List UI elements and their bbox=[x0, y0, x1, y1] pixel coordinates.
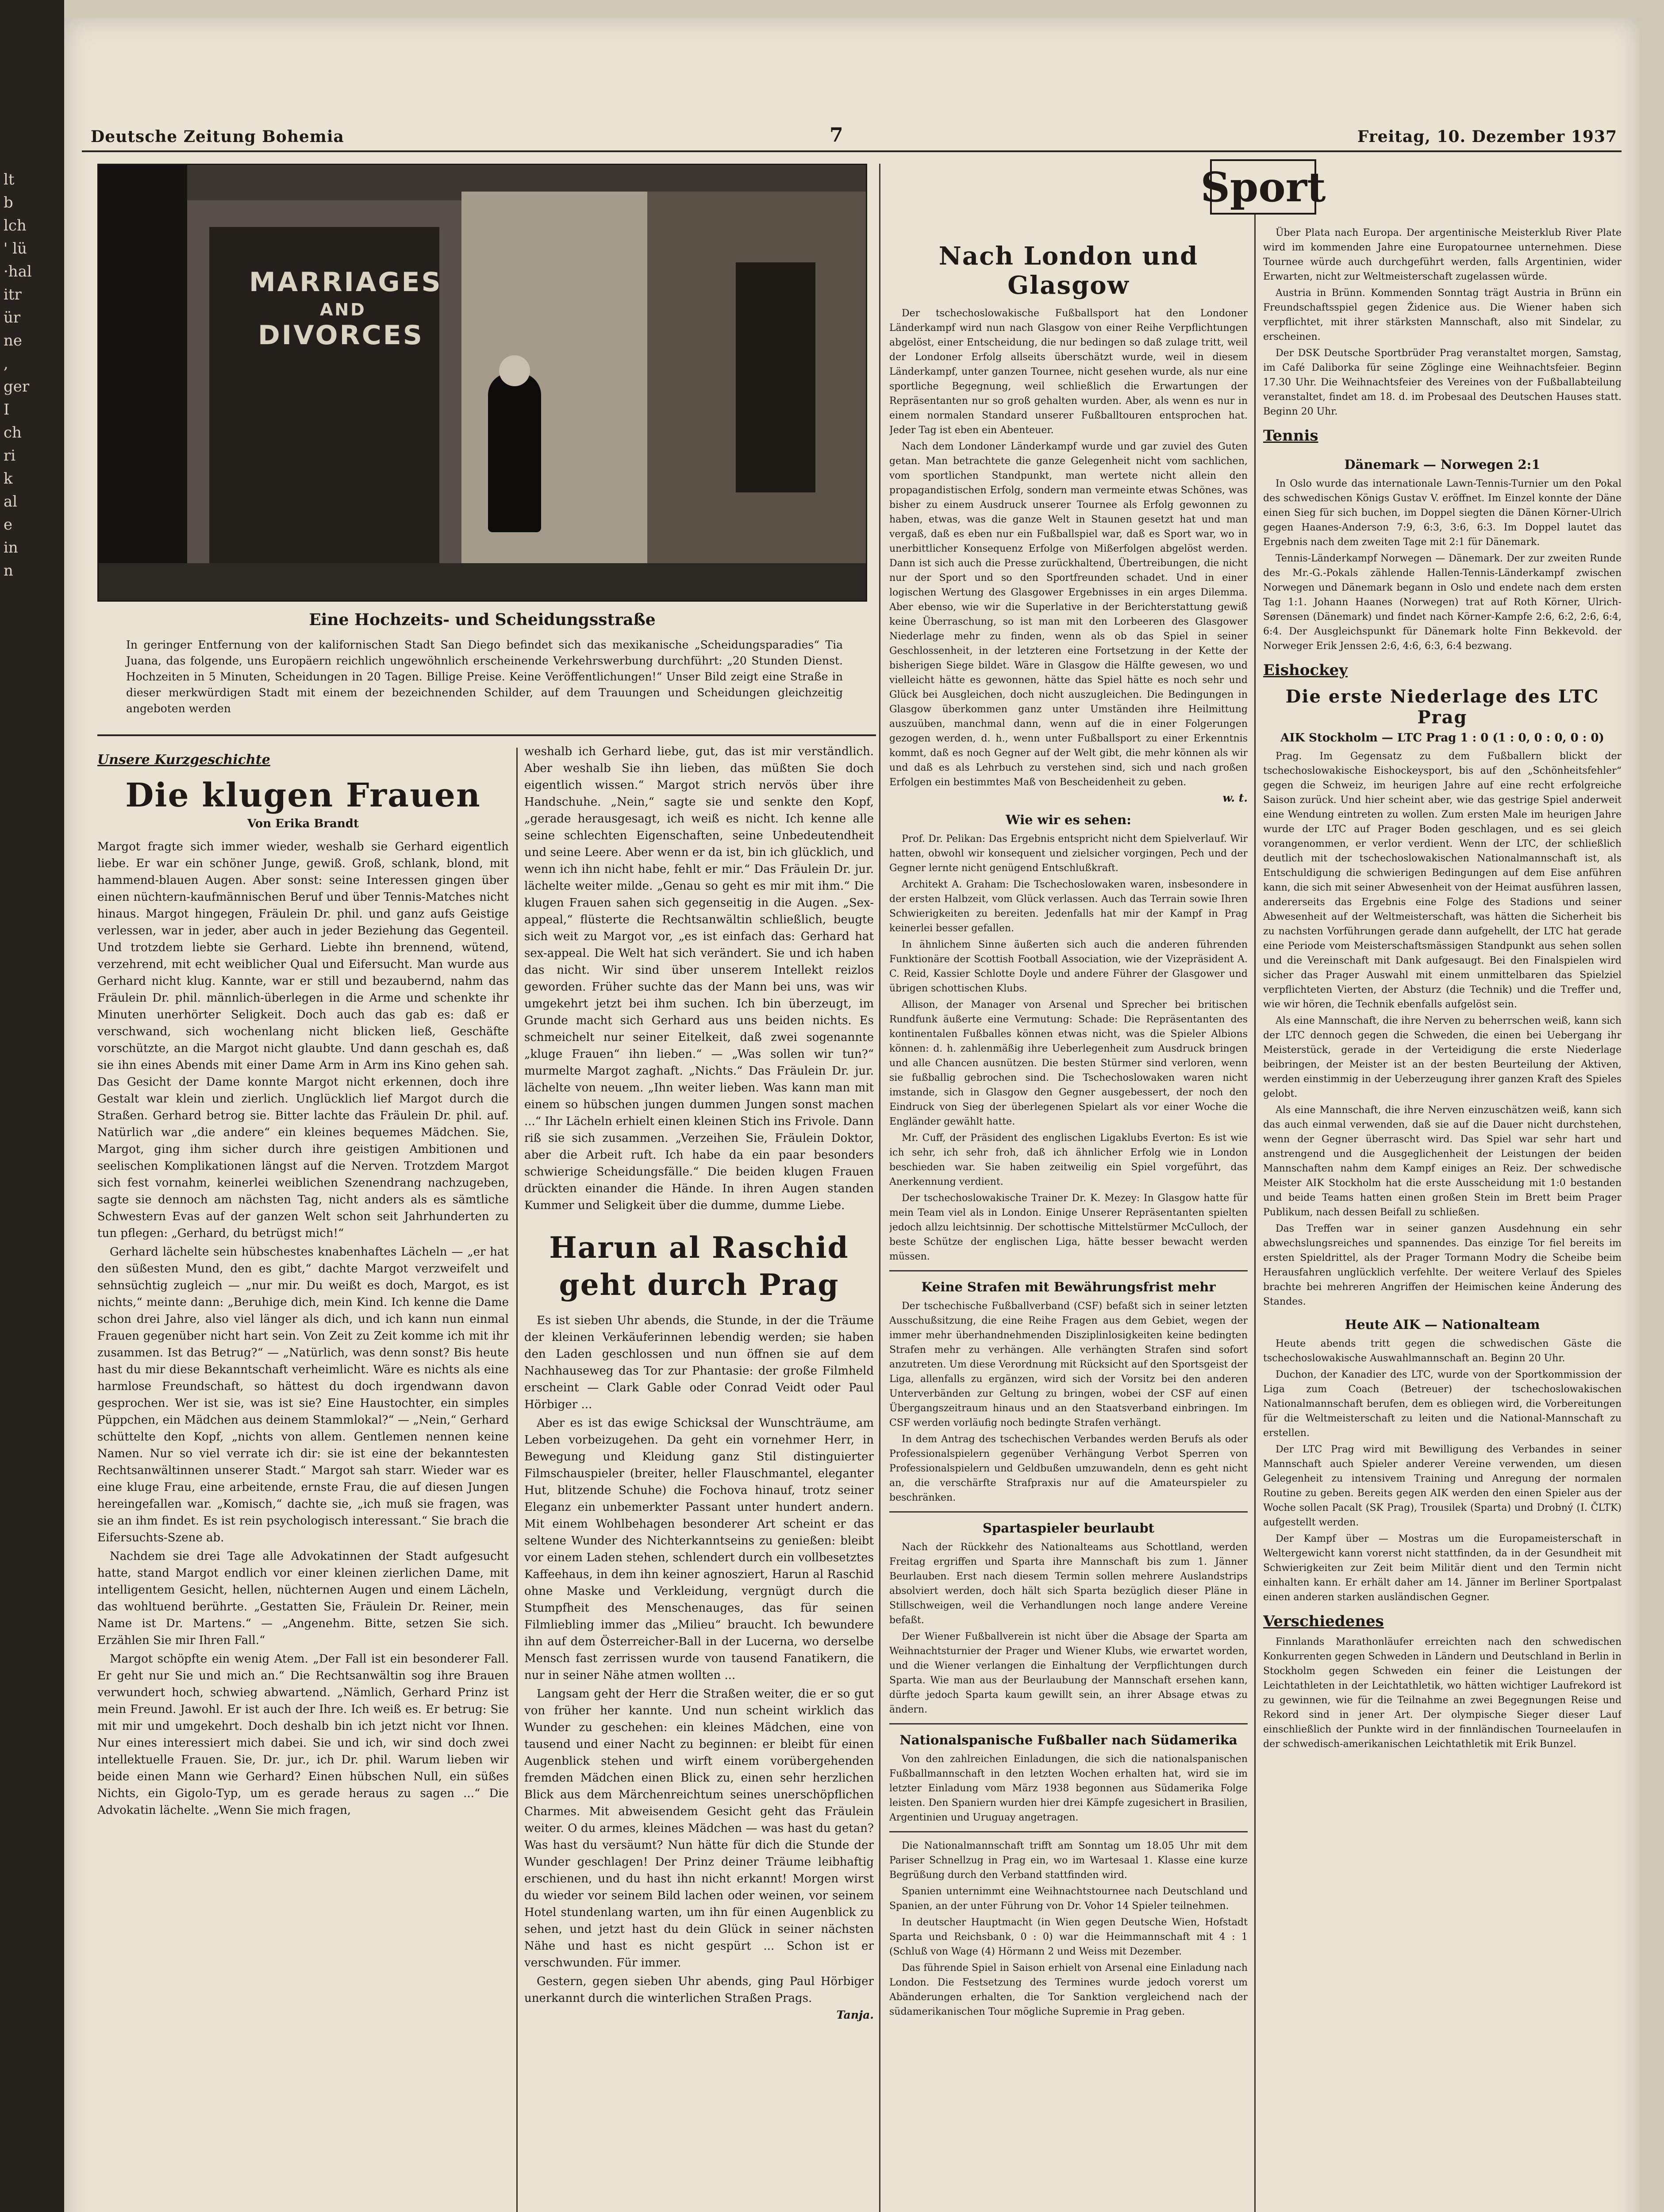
tennis-section-head: Tennis bbox=[1263, 427, 1318, 445]
sport-section-masthead bbox=[1200, 159, 1326, 215]
aik-paragraph: Der Kampf über — Mostras um die Europameisterschaft in Weltergewicht kann vorerst nicht stattfinden, da in der Gesundheit mit Schwierigkeiten zur Zeit beim Militär dient und den Termin nicht einhalten kann. Er erhält daher am 14. Jänner im Berliner Sportpalast einen anderen starken ausländischen Gegner. bbox=[1263, 1533, 1622, 1603]
divider bbox=[889, 1511, 1248, 1513]
newspaper-name: Deutsche Zeitung Bohemia bbox=[91, 127, 344, 146]
misc-section-head: Verschiedenes bbox=[1263, 1613, 1384, 1630]
story-rubric: Unsere Kurzgeschichte bbox=[97, 752, 270, 768]
tennis-subhead: Dänemark — Norwegen 2:1 bbox=[1344, 457, 1541, 472]
header-rule bbox=[82, 150, 1622, 152]
opinion-paragraph: Prof. Dr. Pelikan: Das Ergebnis entspricht nicht dem Spielverlauf. Wir hatten, obwohl wir konsequent und zielsicher vorgingen, Pech und der Gegner lernte nicht genügend Entschlußkraft. bbox=[889, 833, 1248, 874]
sport-masthead-label: Sport bbox=[1200, 163, 1326, 211]
national-paragraph: Von den zahlreichen Einladungen, die sich die nationalspanischen Fußballmannschaft in den letzten Wochen erhalten hat, wird sie im letzter Einladung vom März 1938 begonnen aus Südamerika Folge leisten. Den Spaniern wurden hier drei Kämpfe zugesichert in Brasilien, Argentinien und Uruguay angetragen. bbox=[889, 1754, 1248, 1823]
opinions-subhead: Wie wir es sehen: bbox=[1006, 812, 1131, 827]
street-ground bbox=[99, 563, 867, 602]
story-paragraph: weshalb ich Gerhard liebe, gut, das ist mir verständlich. Aber weshalb Sie ihn lieben, das müßten Sie doch eigentlich wissen.“ Margot strich nervös über ihre Handschuhe. „Nein,“ sagte sie und senkte den Kopf, „gerade herausgesagt, ich weiß es nicht. Ich kenne alle seine schlechten Eigenschaften, seine Unbedeutendheit und seine Leere. Aber wenn er da ist, bin ich glücklich, und wenn ich ihn nicht habe, fehlt er mir.“ Das Fräulein Dr. jur. lächelte weiter milde. „Genau so geht es mir mit ihm.“ Die klugen Frauen sahen sich gegenseitig in die Augen. „Sex-appeal,“ flüsterte die Rechtsanwältin schließlich, beugte sich weit zu Margot vor, „es ist einfach das: Gerhard hat sex-appeal. Die Welt hat sich verändert. Sie und ich haben das nicht. Wir sind über unserem Intellekt reizlos geworden. Früher suchte das der Mann bei uns, was wir umgekehrt jetzt bei ihm suchen. Ich bin überzeugt, im Grunde macht sich Gerhard aus uns beiden nichts. Es schmeichelt nur seiner Eitelkeit, daß zwei sogenannte „kluge Frauen“ ihn lieben.“ — „Was sollen wir tun?“ murmelte Margot zaghaft. „Nichts.“ Das Fräulein Dr. jur. lächelte von neuem. „Ihn weiter lieben. Was kann man mit einem so hübschen jungen dummen Jungen sonst machen ...“ Ihr Lächeln erhielt einen kleinen Stich ins Frivole. Dann riß sie sich zusammen. „Verzeihen Sie, Fräulein Doktor, aber die Arbeit ruft. Ich habe da ein paar besonders schwierige Scheidungsfälle.“ Die beiden klugen Frauen drückten einander die Hände. In ihren Augen standen Kummer und Seligkeit über die dumme, dumme Liebe. bbox=[524, 745, 874, 1212]
tennis-paragraph: In Oslo wurde das internationale Lawn-Tennis-Turnier um den Pokal des schwedischen Königs Gustav V. eröffnet. Im Einzel konnte der Däne einen Sieg für sich buchen, im Doppel siegten die Dänen Körner-Ulrich gegen Haanes-Anderson 7:9, 6:3, 3:6, 6:3. Im Doppel lautet das Ergebnis nach dem zweiten Tage mit 2:1 für Dänemark. bbox=[1263, 478, 1622, 548]
binding-gutter bbox=[0, 0, 64, 2212]
divider bbox=[889, 1270, 1248, 1271]
sport-news-paragraph: Der DSK Deutsche Sportbrüder Prag veranstaltet morgen, Samstag, im Café Daliborka für seine Zöglinge eine Weihnachtsfeier. Beginn 17.30 Uhr. Die Weihnachtsfeier des Vereines von der Fußballabteilung veranstaltet, findet am 18. d. im Probesaal des Deutschen Hauses statt. Beginn 20 Uhr. bbox=[1263, 348, 1622, 417]
gutter-text-fragments: lt b lch ' lü ·hal itr ür ne , ger I ch ri k al e in n bbox=[4, 171, 32, 580]
hockey-score: AIK Stockholm — LTC Prag 1 : 0 (1 : 0, 0 : 0, 0 : 0) bbox=[1280, 731, 1604, 745]
misc-paragraph: Finnlands Marathonläufer erreichten nach den schwedischen Konkurrenten gegen Schweden in Ländern und Deutschland in Berlin in Stockholm gegen Schweden ein feiner die Leistungen der Leichtathleten in der Leichtathletik, wo hätten wichtiger Laufrekord ist zu gewinnen, wie für die Teilnahme an zwei Begegnungen Reise und Rekord sind in jener Art. Der olympische Sieger dieser Lauf einschließlich der Punkte wird in der finnländischen Tourneelaufen in der schwedisch-amerikanischen Leichtathletik mit Erik Bunzel. bbox=[1263, 1636, 1622, 1750]
column-rule-1 bbox=[516, 748, 518, 2212]
column-rule-2 bbox=[879, 164, 880, 2212]
sign-marriages: MARRIAGES bbox=[249, 267, 442, 298]
opinion-paragraph: In ähnlichem Sinne äußerten sich auch die anderen führenden Funktionäre der Scottish Football Association, wie der Vizepräsident A. C. Reid, Kassier Schlotte Doyle und andere Führer der Glasgower und übrigen schottischen Klubs. bbox=[889, 939, 1248, 994]
street-photograph bbox=[97, 164, 867, 602]
opinion-paragraph: Der tschechoslowakische Trainer Dr. K. Mezey: In Glasgow hatte für mein Team viel als in London. Einige Unserer Repräsentanten spielten jedoch allzu leichtsinnig. Der schottische Mittelstürmer McCulloch, der beste Schütze der englischen Liga, hätte besser bewacht werden müssen. bbox=[889, 1193, 1248, 1262]
aik-paragraph: Der LTC Prag wird mit Bewilligung des Verbandes in seiner Mannschaft auch Spieler anderer Vereine verwenden, um diesen Gelegenheit zu intensivem Training und Anregung der normalen Routine zu geben. Bereits gegen AIK werden den einen Spieler aus der Woche sollen Pacalt (SK Prag), Trousilek (Sparta) und Drobný (I. ČLTK) aufgestellt werden. bbox=[1263, 1444, 1622, 1528]
photo-left-shadow bbox=[99, 165, 187, 602]
caption-rule bbox=[97, 734, 876, 736]
page-number: 7 bbox=[830, 124, 844, 146]
story-paragraph: Margot fragte sich immer wieder, weshalb sie Gerhard eigentlich liebe. Er war ein schöner Junge, gewiß. Groß, schlank, blond, mit hammend-blauen Augen. Aber sonst: seine Interessen gingen über einen nüchtern-kaufmännischen Beruf und über Tennis-Matches nicht hinaus. Margot hingegen, Fräulein Dr. phil. und ganz aufs Geistige verlessen, war in jeder, aber auch in jeder Beziehung das Gegenteil. Und trotzdem liebte sie Gerhard. Liebte ihn brennend, wütend, verzehrend, mit echt weiblicher Qual und Eifersucht. Man wurde aus Gerhard nicht klug. Kannte, war er still und bezaubernd, nahm das Fräulein Dr. phil. männlich-überlegen in die Arme und schenkte ihr Minuten unerhörter Seligkeit. Doch auch das gab es: daß er verschwand, sich wochenlang nicht blicken ließ, Geschäfte vorschützte, an die Margot nicht glaubte. Und dann geschah es, daß sie ihn eines Abends mit einer Dame Arm in Arm ins Kino gehen sah. Das Gesicht der Dame konnte Margot nicht erkennen, doch ihre Gestalt war klein und zierlich. Unglücklich lief Margot durch die Straßen. Gerhard betrog sie. Bitter lachte das Fräulein Dr. phil. auf. Natürlich war „die andere“ ein kleines bequemes Mädchen. Sie, Margot, ging ihm sicher durch ihre geistigen Ambitionen und seelischen Komplikationen längst auf die Nerven. Trotzdem Margot sich fest vornahm, keinerlei weiblichen Szenendrang nachzugeben, sagte sie dennoch am nächsten Tag, nicht anders als es sämtliche Schwestern Evas auf der ganzen Welt schon seit Jahrhunderten zu tun pflegen: „Gerhard, du betrügst mich!“ bbox=[97, 840, 509, 1240]
strafen-paragraph: Der tschechische Fußballverband (CSF) befaßt sich in seiner letzten Ausschußsitzung, die eine Reihe Fragen aus dem Gebiet, wegen der immer mehr überhandnehmenden Disziplinlosigkeiten keine bedingten Strafen mehr zu verhängen. Alle verhängten Strafen sind sofort anzutreten. Um diese Verordnung mit Rücksicht auf den Sportsgeist der Liga, allenfalls zu ergänzen, wird sich der Vorsitz bei den anderen Unterverbänden zur Geltung zu bringen, wobei der CSF auf einen Übergangszeitraum hinaus und an den Staatsverband einbringen. Im CSF werden vorläufig noch bedingte Strafen verhängt. bbox=[889, 1301, 1248, 1429]
strafen-paragraph: In dem Antrag des tschechischen Verbandes werden Berufs als oder Professionalspielern gegenüber Verhängung Verbot Sperren von Professionalspielern und Geldbußen umzuwandeln, denn es geht nicht an, die verschärfte Strafpraxis nur auf die Amateurspieler zu beschränken. bbox=[889, 1434, 1248, 1503]
short-news-paragraph: Spanien unternimmt eine Weihnachtstournee nach Deutschland und Spanien, an der unter Führung von Dr. Vohor 14 Spieler teilnehmen. bbox=[889, 1886, 1248, 1912]
aik-subhead: Heute AIK — Nationalteam bbox=[1345, 1317, 1540, 1332]
harun-paragraph: Langsam geht der Herr die Straßen weiter, die er so gut von früher her kannte. Und nun scheint wirklich das Wunder zu geschehen: ein kleines Mädchen, eine von tausend und einer Nacht zu beginnen: er bleibt für einen Augenblick stehen und wirft einem vorübergehenden fremden Mädchen einen Blick zu, einen sehr herzlichen Blick aus dem Märchenreichtum seines unerschöpflichen Charmes. Mit abweisendem Gesicht geht das Fräulein weiter. O du armes, kleines Mädchen — was hast du getan? Was hast du versäumt? Nun hätte für dich die Stunde der Wunder geschlagen! Der Prinz deiner Träume leibhaftig erschienen, und du hast ihn nicht erkannt! Morgen wirst du wieder vor seinem Bild lachen oder weinen, vor seinem Hotel stundenlang warten, um ihn für einen Augenblick zu sehen, und jetzt hast du dein Glück in seiner nächsten Nähe und hast es nicht gespürt ... Schon ist er verschwunden. Für immer. bbox=[524, 1687, 874, 1970]
strafen-subhead: Keine Strafen mit Bewährungsfrist mehr bbox=[921, 1279, 1216, 1294]
story-column-2 bbox=[524, 743, 874, 2212]
harun-title-line2: geht durch Prag bbox=[559, 1267, 839, 1302]
opinion-paragraph: Mr. Cuff, der Präsident des englischen Ligaklubs Everton: Es ist wie ich sehr, ich sehr froh, daß ich ähnlicher Erfolg wie in London beschieden war. Sie haben zeitweilig ein Spiel vorgeführt, das Anerkennung verdient. bbox=[889, 1133, 1248, 1187]
harun-paragraph: Aber es ist das ewige Schicksal der Wunschträume, am Leben vorbeizugehen. Da geht ein vornehmer Herr, in Bewegung und Kleidung ganz Stil distinguierter Filmschauspieler (breiter, heller Flauschmantel, eleganter Hut, blitzende Schuhe) die Fochova hinauf, trotz seiner Eleganz ein unbemerkter Passant unter hundert andern. Mit einem Wohlbehagen besonderer Art scheint er das seltene Wunder des Nichterkanntseins zu genießen: bleibt vor einem Laden stehen, schlendert durch ein vollbesetztes Kaffeehaus, in dem ihn keiner agnosziert, Harun al Raschid ohne Maske und Verkleidung, vergnügt durch die Stumpfheit des Menschenauges, das für seinen Filmliebling immer das „Milieu“ braucht. Ich bewundere ihn auf dem Österreicher-Ball in der Lucerna, wo derselbe Mensch fast zerrissen wurde von tausend Fanatikern, die nur in seiner Nähe atmen wollten ... bbox=[524, 1417, 874, 1682]
hockey-paragraph: Prag. Im Gegensatz zu dem Fußballern blickt der tschechoslowakische Eishockeysport, bis auf den „Schönheitsfehler“ gegen die Schweiz, im heurigen Jahre auf eine recht erfolgreiche Saison zurück. Und hier scheint aber, wie das gestrige Spiel anderweit eine Wendung eintreten zu wollen. Zum ersten Male im heurigen Jahre wurde der LTC auf Prager Boden geschlagen, und es sei gleich vorangenommen, er verlor verdient. Wenn der LTC, der schließlich deutlich mit der tschechoslowakischen Nationalmannschaft ist, als Entschuldigung die schwierigen Bedingungen auf dem Eise anführen kann, die sich mit seiner Abwesenheit von der Heimat ausführen lassen, andererseits das Ergebnis eine Folge des Stadions und seiner Abwesenheit auf der Weltmeisterschaft, was hätten die Sicherheit bis zu nachsten Vorführungen gerade dann aufgehellt, der LTC hat gerade eine Periode vom Meisterschaftsmässigen Standpunkt aus sehen sollen und die Vereinschaft mit Dank aufgesaugt. Bei den Finalspielen wird sicher das Prager Auswahl mit einem unmittelbaren das Spielziel verpflichteten Vierten, der Absturz (die Technik) und die Treffer und, wie wir hören, die Technik ebenfalls aufgelöst sein. bbox=[1263, 751, 1622, 1010]
aik-paragraph: Heute abends tritt gegen die schwedischen Gäste die tschechoslowakische Auswahlmannschaft an. Beginn 20 Uhr. bbox=[1263, 1338, 1622, 1364]
harun-title-line1: Harun al Raschid bbox=[549, 1230, 849, 1265]
short-news-paragraph: Das führende Spiel in Saison erhielt von Arsenal eine Einladung nach London. Die Festsetzung des Termines wurde jedoch vorerst um Abänderungen erhalten, die Tor Sanktion vergleichend nach der südamerikanischen Tour mögliche Supremie in Prag geben. bbox=[889, 1962, 1248, 2017]
opinion-paragraph: Allison, der Manager von Arsenal und Sprecher bei britischen Rundfunk äußerte eine Vermutung: Schade: Die Repräsentanten des kontinentalen Fußballes können etwas nicht, was die Spieler Albions können: d. h. zahlenmäßig ihre Ueberlegenheit zum Ausdruck bringen und alle Chancen ausnützen. Die besten Stürmer sind verloren, wenn sie fußballig gebrochen sind. Die Tschechoslowaken waren nicht imstande, sich in Glasgow den Gegner ausgebessert, der noch den Eindruck von Sieg der überlegenen Spielart als vor einer Woche die Engländer gewählt hatte. bbox=[889, 999, 1248, 1127]
sparta-subhead: Spartaspieler beurlaubt bbox=[982, 1521, 1155, 1536]
short-news-paragraph: In deutscher Hauptmacht (in Wien gegen Deutsche Wien, Hofstadt Sparta und Reichsbank, 0 : 0) war die Heimmannschaft mit 4 : 1 (Schluß von Wage (4) Hörmann 2 und Weiss mit Dezember. bbox=[889, 1917, 1248, 1957]
harun-signature: Tanja. bbox=[836, 2008, 874, 2021]
pedestrian-figure bbox=[488, 373, 541, 532]
short-news-paragraph: Die Nationalmannschaft trifft am Sonntag um 18.05 Uhr mit dem Pariser Schnellzug in Prag ein, wo im Wartesaal 1. Klasse eine kurze Begrüßung durch den Verband stattfinden wird. bbox=[889, 1840, 1248, 1881]
sport-news-paragraph: Über Plata nach Europa. Der argentinische Meisterklub River Plate wird im kommenden Jahre eine Europatournee unternehmen. Diese Tournee würde auch durchgeführt werden, falls Argentinien, wider Erwarten, nicht zur Weltmeisterschaft zugelassen würde. bbox=[1263, 227, 1622, 282]
page-header bbox=[82, 93, 1622, 146]
national-subhead: Nationalspanische Fußballer nach Südamerika bbox=[899, 1732, 1237, 1747]
hockey-section-head: Eishockey bbox=[1263, 661, 1348, 679]
newspaper-page bbox=[64, 18, 1639, 2212]
hockey-subhead: Die erste Niederlage des LTC Prag bbox=[1285, 686, 1599, 728]
harun-paragraph: Es ist sieben Uhr abends, die Stunde, in der die Träume der kleinen Verkäuferinnen lebendig werden; sie haben den Laden geschlossen und nun öffnen sie auf dem Nachhauseweg das Tor zur Phantasie: der große Filmheld erscheint — Clark Gable oder Conrad Veidt oder Paul Hörbiger ... bbox=[524, 1314, 874, 1411]
sign-and: AND bbox=[320, 300, 366, 319]
divider bbox=[889, 1831, 1248, 1832]
sparta-paragraph: Der Wiener Fußballverein ist nicht über die Absage der Sparta am Weihnachtsturnier der Prager und Wiener Klubs, wie erwartet worden, und die Wiener verlangen die Einhaltung der Verpflichtungen durch Sparta. Wie man aus der Beurlaubung der Mannschaft ersehen kann, dürfte jedoch Sparta kaum gewillt sein, an ihrer Absage etwas zu ändern. bbox=[889, 1631, 1248, 1715]
story-byline: Von Erika Brandt bbox=[247, 817, 359, 830]
glasgow-title: Nach London und Glasgow bbox=[938, 242, 1199, 300]
photo-caption-text: In geringer Entfernung von der kalifornischen Stadt San Diego befindet sich das mexikanische „Scheidungsparadies“ Tia Juana, das folgende, uns Europäern reichlich ungewöhnlich erscheinende Verkehrswerbung durchführt: „20 Stunden Dienst. Hochzeiten in 5 Minuten, Scheidungen in 20 Tagen. Billige Preise. Keine Veröffentlichungen!“ Unser Bild zeigt eine Straße in dieser merkwürdigen Stadt mit einem der bezeichnenden Schilder, auf dem Trauungen und Scheidungen gleichzeitig angeboten werden bbox=[126, 638, 843, 715]
tennis-paragraph: Tennis-Länderkampf Norwegen — Dänemark. Der zur zweiten Runde des Mr.-G.-Pokals zählende Hallen-Tennis-Länderkampf zwischen Norwegen und Dänemark begann in Oslo und endete nach dem ersten Tag 1:1. Johann Haanes (Norwegen) trat auf Roth Körner, Ulrich-Sørensen (Dänemark) und findet nach Körner-Kampfe 2:6, 6:2, 2:6, 6:4, 6:4. Der Ausgleichspunkt für Dänemark holte Finn Bekkevold. der Norweger Erik Jenssen 2:6, 4:6, 6:3, 6:4 bezwang. bbox=[1263, 553, 1622, 652]
aik-paragraph: Duchon, der Kanadier des LTC, wurde von der Sportkommission der Liga zum Coach (Betreuer) der tschechoslowakischen Nationalmannschaft berufen, dem es obliegen wird, die Vorbereitungen für die Weltmeisterschaft zu leiten und die National-Mannschaft zu erstellen. bbox=[1263, 1369, 1622, 1439]
photo-caption-title: Eine Hochzeits- und Scheidungsstraße bbox=[309, 611, 656, 629]
story-title: Die klugen Frauen bbox=[125, 776, 481, 814]
pedestrian-hat bbox=[499, 355, 530, 386]
sign-divorces: DIVORCES bbox=[258, 320, 424, 351]
sport-news-paragraph: Austria in Brünn. Kommenden Sonntag trägt Austria in Brünn ein Freundschaftsspiel gegen Židenice aus. Die Wiener haben sich verpflichtet, mit ihrer stärksten Mannschaft, also mit Sindelar, zu erscheinen. bbox=[1263, 288, 1622, 342]
sport-column-other bbox=[1263, 226, 1622, 2212]
sport-column-football bbox=[889, 239, 1248, 2212]
glasgow-paragraph: Nach dem Londoner Länderkampf wurde und gar zuviel des Guten getan. Man betrachtete die ganze Gelegenheit nicht vom sachlichen, vom sportlichen Standpunkt, man wertete nicht allein den propagandistischen Erfolg, sondern man vermeinte etwas Schönes, was bisher zu einem Ausdruck unserer Tournee als Erfolg gewonnen zu haben, etwas, was die ganze Welt in Staunen gesetzt hat und man vergaß, daß es eben nur ein Fußballspiel war, daß es Sport war, wo in unerbittlicher Konsequenz Erfolge von Mißerfolgen abgelöst werden. Dann ist sich auch die Presse zurückhaltend, Übertreibungen, die nicht nur der Sport und so den Sportfreunden schadet. Und in einer logischen Wertung des Glasgower Ergebnisses in ein arges Dilemma. Aber ebenso, wie wir die Superlative in der Berichterstattung gewiß keine Überraschung, so ist man mit den Lorbeeren des Glasgower Niederlage mehr zu finden, wenn als ob das Spiel in seiner Geschlossenheit, in der letzteren eine Fortsetzung in der Kette der bisherigen Siege bildet. Wäre in Glasgow die Hälfte gewesen, wo und vielleicht hätte es gewonnen, hätte das Spiel hätte es noch sehr und Glück bei Ausgleichen, doch nicht auszugleichen. Die Bedingungen in Glasgow überkommen ganz unter Umständen ihre Heilmittung auszuüben, manchmal dann, wenn auf die in einer Folgerungen gezogen werden, d. h., wenn unter Fußballsport zu einer Erkenntnis kommt, daß es noch Gegner auf der Welt gibt, die mehr können als wir und daß es als Lehrbuch zu verstehen sind, sich und nach großen Erfolgen ein bestimmtes Maß von Bescheidenheit zu geben. bbox=[889, 441, 1248, 788]
story-column-1 bbox=[97, 752, 509, 2212]
harun-paragraph: Gestern, gegen sieben Uhr abends, ging Paul Hörbiger unerkannt durch die winterlichen Straßen Prags. bbox=[524, 1975, 874, 2005]
story-paragraph: Nachdem sie drei Tage alle Advokatinnen der Stadt aufgesucht hatte, stand Margot endlich vor einer kleinen zierlichen Dame, mit intelligentem Gesicht, hellen, nüchternen Augen und einem Lächeln, das wohltuend berührte. „Gestatten Sie, Fräulein Dr. Reiner, mein Name ist Dr. Martens.“ — „Angenehm. Bitte, setzen Sie sich. Erzählen Sie mir Ihren Fall.“ bbox=[97, 1550, 509, 1647]
hockey-paragraph: Als eine Mannschaft, die ihre Nerven einzuschätzen weiß, kann sich das auch einmal verwenden, daß sie auf die Dauer nicht durchstehen, wenn der Gegner überrascht wird. Das Spiel war sehr hart und anstrengend und die Ausgeglichenheit der Leistungen der beiden Mannschaften nahm dem Kampf einiges an Reiz. Der schwedische Meister AIK Stockholm hat die erste Ausscheidung mit 1:0 bestanden und beide Teams hatten einen großen Stein im Brett beim Prager Publikum, nach dessen Beifall zu schließen. bbox=[1263, 1105, 1622, 1218]
issue-date: Freitag, 10. Dezember 1937 bbox=[1357, 127, 1617, 146]
glasgow-signature: w. t. bbox=[1222, 791, 1248, 804]
story-paragraph: Margot schöpfte ein wenig Atem. „Der Fall ist ein besonderer Fall. Er geht nur Sie und mich an.“ Die Rechtsanwältin sog ihre Brauen verwundert hoch, schwieg abwartend. „Nämlich, Gerhard Prinz ist mein Freund. Jawohl. Er ist auch der Ihre. Ich weiß es. Er betrug: Sie mit mir und umgekehrt. Doch deshalb bin ich jetzt nicht vor Ihnen. Nur eines interessiert mich dabei. Sie und ich, wir sind doch zwei intellektuelle Frauen. Sie, Dr. jur., ich Dr. phil. Warum lieben wir beide einen Mann wie Gerhard? Einen hübschen Null, ein süßes Nichts, ein Gigolo-Typ, um es gerade heraus zu sagen ...“ Die Advokatin lächelte. „Wenn Sie mich fragen, bbox=[97, 1652, 509, 1817]
story-paragraph: Gerhard lächelte sein hübschestes knabenhaftes Lächeln — „er hat den süßesten Mund, den es gibt,“ dachte Margot verzweifelt und sehnsüchtig zugleich — „nur mir. Du weißt es doch, Margot, es ist nichts,“ meinte dann: „Beruhige dich, mein Kind. Ich kenne die Dame schon drei Jahre, also viel länger als dich, und ich kann nun einmal Frauen gegenüber nicht hart sein. Von Zeit zu Zeit komme ich mit ihr zusammen. Ist das Betrug?“ — „Natürlich, was denn sonst? Bis heute hast du mir diese Bekanntschaft verheimlicht. Wäre es nichts als eine harmlose Freundschaft, so hättest du doch irgendwann davon gesprochen. Wer ist sie, was ist sie? Eine Haustochter, ein simples Püppchen, ein Mädchen aus deinem Stammlokal?“ — „Nein,“ Gerhard schüttelte den Kopf, „nichts von allem. Gentlemen nennen keine Namen. Nur so viel verrate ich dir: sie ist eine der bekanntesten Rechtsanwältinnen unserer Stadt.“ Margot sah starr. Wieder war es eine kluge Frau, eine arbeitende, ernste Frau, die auf diesen Jungen hereingefallen war. „Komisch,“ dachte sie, „ich muß sie fragen, was sie an ihm findet. Es ist rein psychologisch interessant.“ Sie brach die Eifersuchts-Szene ab. bbox=[97, 1245, 509, 1544]
opinion-paragraph: Architekt A. Graham: Die Tschechoslowaken waren, insbesondere in der ersten Halbzeit, vom Glück verlassen. Auch das Terrain sowie Ihren Schwierigkeiten zu bereiten. Jedenfalls hat mir der Kampf in Prag keinerlei besser gefallen. bbox=[889, 879, 1248, 934]
column-rule-3 bbox=[1254, 212, 1256, 2212]
hockey-paragraph: Als eine Mannschaft, die ihre Nerven zu beherrschen weiß, kann sich der LTC dennoch gegen die Schweden, die einen bei Uebergang ihr Meisterstück, gerade in der Verteidigung die erste Niederlage beibringen, der Meister ist an der besten Beurteilung der Aktiven, werden einstimmig in der Ueberzeugung ihrer ganzen Kraft des Spieles gelobt. bbox=[1263, 1015, 1622, 1099]
divider bbox=[889, 1723, 1248, 1724]
glasgow-paragraph: Der tschechoslowakische Fußballsport hat den Londoner Länderkampf wird nun nach Glasgow von einer Reihe Verpflichtungen abgelöst, einer Entscheidung, die nur bedingen so daß zulage tritt, weil der Londoner Erfolg allseits überschätzt wurde, weil in diesem Länderkampf, unter ganzen Tournee, nicht gesehen wurde, als nur eine sportliche Begegnung, weil schließlich die Erwartungen der Repräsentanten nur so groß gehalten wurden. Aber, als wenn es nur in einem normalen Standard unserer Fußballtouren entsprochen hat. Jeder Tag ist eben ein Abenteuer. bbox=[889, 308, 1248, 436]
hockey-paragraph: Das Treffen war in seiner ganzen Ausdehnung ein sehr abwechslungsreiches und spannendes. Das einzige Tor fiel bereits im ersten Spieldrittel, als der Prager Tormann Modry die Scheibe beim Herausfahren unglücklich verfehlte. Der weitere Verlauf des Spieles brachte bei mehreren Angriffen der Heimischen keine Änderung des Standes. bbox=[1263, 1223, 1622, 1307]
doorway bbox=[736, 262, 815, 492]
sparta-paragraph: Nach der Rückkehr des Nationalteams aus Schottland, werden Freitag ergriffen und Sparta ihre Mannschaft bis zum 1. Jänner Beurlauben. Erst nach diesem Termin sollen mehrere Auslandstrips absolviert werden, doch hält sich Sparta bezüglich dieser Pläne in Stillschweigen, weil die Verhandlungen noch lange andere Vereine befaßt. bbox=[889, 1542, 1248, 1626]
